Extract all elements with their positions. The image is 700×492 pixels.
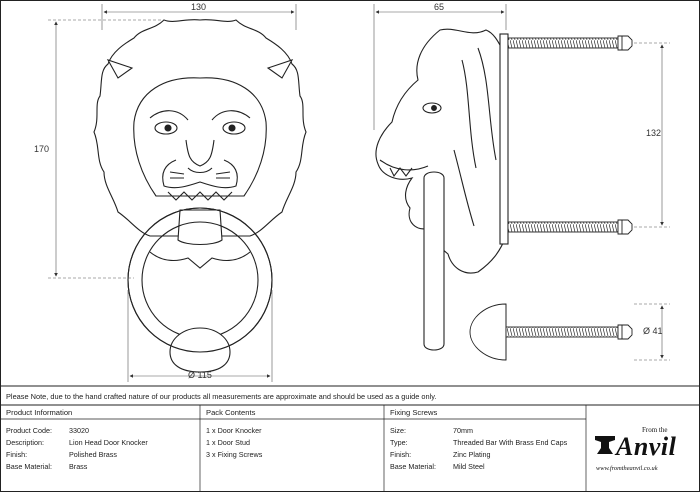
description-key: Description: <box>6 438 44 447</box>
base-material-key: Base Material: <box>6 462 52 471</box>
fixing-screws-section <box>384 405 586 492</box>
pack-contents-item: 1 x Door Stud <box>206 438 250 447</box>
logo-brand-text: Anvil <box>616 432 677 461</box>
anvil-icon <box>594 430 616 460</box>
size-value: 70mm <box>453 426 473 435</box>
pack-contents-item: 3 x Fixing Screws <box>206 450 263 459</box>
dimension-height-label: 170 <box>34 144 50 154</box>
pack-contents-heading: Pack Contents <box>206 408 256 417</box>
product-information-section <box>0 405 200 492</box>
dimension-depth-label: 65 <box>434 2 445 12</box>
screw-material-value: Mild Steel <box>453 462 485 471</box>
description-value: Lion Head Door Knocker <box>69 438 148 447</box>
type-key: Type: <box>390 438 408 447</box>
pack-contents-section <box>200 405 384 492</box>
logo-url-text: www.fromtheanvil.co.uk <box>596 465 658 472</box>
screw-finish-key: Finish: <box>390 450 412 459</box>
type-value: Threaded Bar With Brass End Caps <box>453 438 568 447</box>
dimension-width-label: 130 <box>191 2 207 12</box>
screw-material-key: Base Material: <box>390 462 436 471</box>
dimension-bolt-spacing-label: 132 <box>646 128 662 138</box>
logo-from-text: From the <box>642 426 668 434</box>
from-the-anvil-logo <box>590 420 696 480</box>
product-information-heading: Product Information <box>6 408 73 417</box>
fixing-screws-heading: Fixing Screws <box>390 408 438 417</box>
product-code-key: Product Code: <box>6 426 52 435</box>
dimension-stud-label: Ø 41 <box>643 326 663 336</box>
finish-key: Finish: <box>6 450 28 459</box>
disclaimer-note: Please Note, due to the hand crafted nature of our products all measurements are approximate and should be used as a guide only. <box>6 392 437 401</box>
product-code-value: 33020 <box>69 426 89 435</box>
screw-finish-value: Zinc Plating <box>453 450 491 459</box>
dimension-ring-label: Ø 115 <box>188 370 212 380</box>
base-material-value: Brass <box>69 462 88 471</box>
pack-contents-item: 1 x Door Knocker <box>206 426 262 435</box>
size-key: Size: <box>390 426 406 435</box>
finish-value: Polished Brass <box>69 450 117 459</box>
